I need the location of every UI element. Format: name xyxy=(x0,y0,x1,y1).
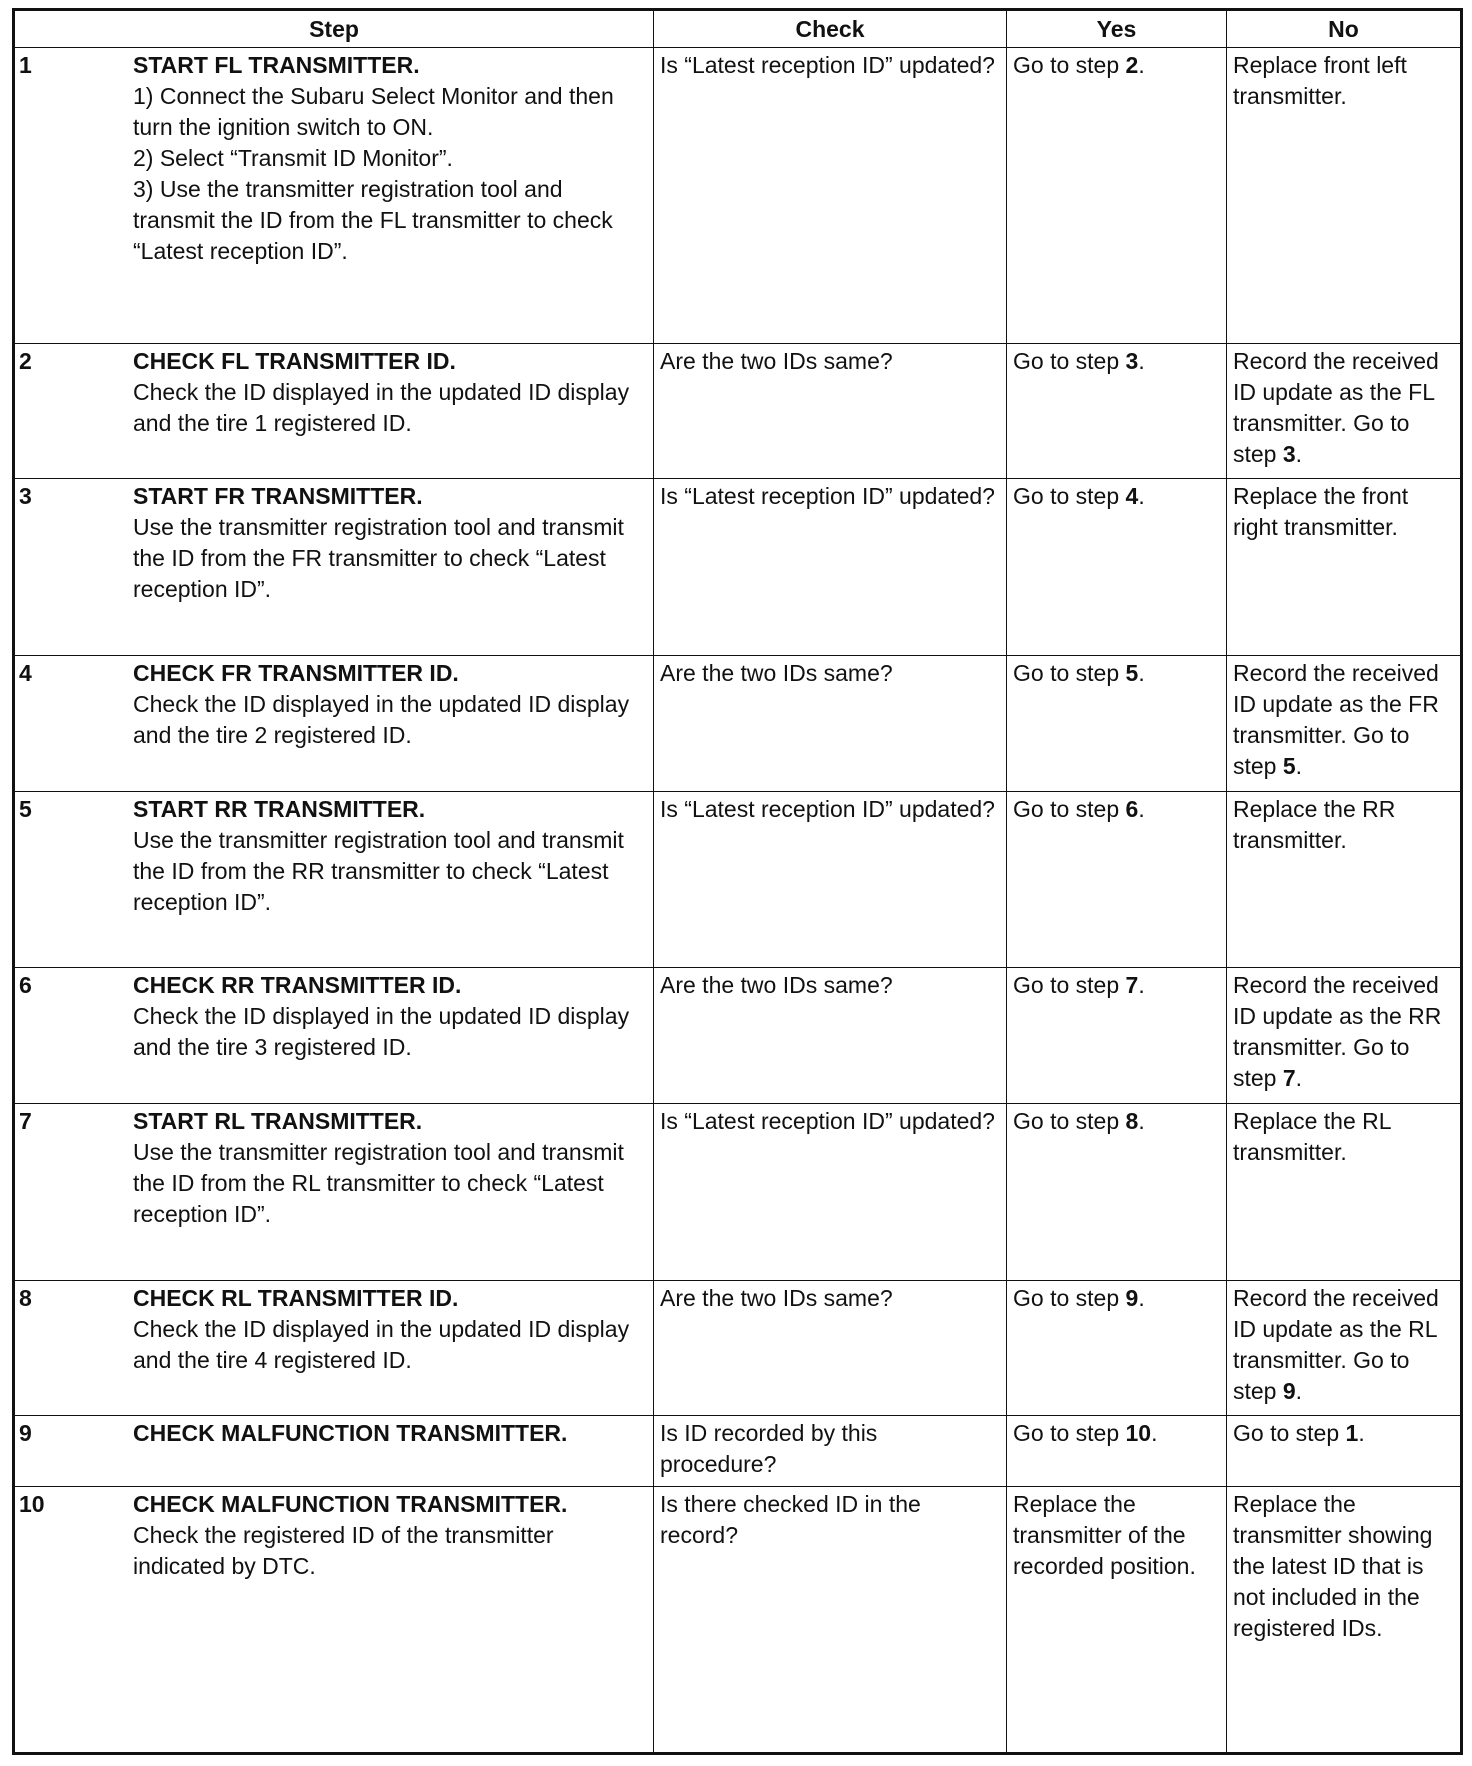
no-cell-text: Replace front left transmitter. xyxy=(1233,52,1407,109)
step-number: 6 xyxy=(19,972,32,999)
diagnostic-procedure-table xyxy=(12,8,1463,1755)
yes-cell-text: Go to step 9. xyxy=(1013,1284,1145,1311)
no-cell xyxy=(1227,1280,1462,1416)
step-title: START RL TRANSMITTER. xyxy=(133,1107,423,1134)
check-cell xyxy=(654,343,1007,479)
step-cell xyxy=(14,655,654,791)
table-row xyxy=(14,479,1462,656)
step-number: 4 xyxy=(19,659,32,686)
no-cell xyxy=(1227,48,1462,344)
check-cell-text: Is “Latest reception ID” updated? xyxy=(660,483,995,510)
check-cell xyxy=(654,1280,1007,1416)
no-cell xyxy=(1227,968,1462,1104)
no-cell-text: Replace the RL transmitter. xyxy=(1233,1107,1391,1165)
step-cell xyxy=(14,791,654,968)
step-number: 9 xyxy=(19,1420,32,1447)
step-number: 8 xyxy=(19,1284,32,1311)
step-number: 10 xyxy=(19,1490,45,1517)
step-cell xyxy=(14,48,654,344)
no-cell-text: Replace the transmitter showing the latest ID that is not included in the registered IDs. xyxy=(1233,1490,1433,1641)
step-instruction: 2) Select “Transmit ID Monitor”. xyxy=(133,145,453,171)
no-cell-text: Record the received ID update as the RL transmitter. Go to step 9. xyxy=(1233,1284,1439,1404)
yes-cell xyxy=(1007,1486,1227,1753)
step-number: 1 xyxy=(19,52,32,78)
step-instruction: Use the transmitter registration tool and transmit the ID from the RL transmitter to check “Latest reception ID”. xyxy=(133,1138,624,1227)
check-cell xyxy=(654,1486,1007,1753)
header-yes: Yes xyxy=(1007,10,1227,48)
step-number: 2 xyxy=(19,347,32,374)
yes-cell xyxy=(1007,479,1227,656)
check-cell-text: Are the two IDs same? xyxy=(660,347,893,374)
yes-cell xyxy=(1007,1416,1227,1486)
table-row xyxy=(14,791,1462,968)
yes-cell-text: Go to step 7. xyxy=(1013,972,1145,999)
yes-cell xyxy=(1007,48,1227,344)
check-cell xyxy=(654,791,1007,968)
no-cell xyxy=(1227,791,1462,968)
step-instruction: Check the registered ID of the transmitter indicated by DTC. xyxy=(133,1521,554,1579)
yes-cell xyxy=(1007,343,1227,479)
no-cell-text: Go to step 1. xyxy=(1233,1420,1365,1447)
check-cell xyxy=(654,655,1007,791)
check-cell xyxy=(654,968,1007,1104)
step-title: CHECK MALFUNCTION TRANSMITTER. xyxy=(133,1420,568,1447)
step-instruction: Check the ID displayed in the updated ID display and the tire 1 registered ID. xyxy=(133,378,630,436)
header-row xyxy=(14,10,1462,48)
check-cell-text: Is ID recorded by this procedure? xyxy=(660,1420,878,1478)
table-row xyxy=(14,48,1462,344)
header-step: Step xyxy=(14,10,654,48)
step-title: CHECK MALFUNCTION TRANSMITTER. xyxy=(133,1490,568,1517)
step-title: START FR TRANSMITTER. xyxy=(133,483,423,510)
no-cell-text: Record the received ID update as the RR transmitter. Go to step 7. xyxy=(1233,972,1442,1092)
check-cell xyxy=(654,1416,1007,1486)
step-cell xyxy=(14,343,654,479)
yes-cell xyxy=(1007,655,1227,791)
check-cell xyxy=(654,1103,1007,1280)
yes-cell xyxy=(1007,968,1227,1104)
no-cell xyxy=(1227,343,1462,479)
yes-cell xyxy=(1007,1103,1227,1280)
check-cell-text: Is there checked ID in the record? xyxy=(660,1490,921,1548)
step-instruction: Check the ID displayed in the updated ID display and the tire 2 registered ID. xyxy=(133,690,630,748)
header-no: No xyxy=(1227,10,1462,48)
check-cell xyxy=(654,48,1007,344)
step-title: CHECK FL TRANSMITTER ID. xyxy=(133,347,456,374)
step-title: CHECK RL TRANSMITTER ID. xyxy=(133,1284,459,1311)
check-cell-text: Are the two IDs same? xyxy=(660,659,893,686)
table-row xyxy=(14,655,1462,791)
step-cell xyxy=(14,1486,654,1753)
yes-cell-text: Go to step 4. xyxy=(1013,483,1145,510)
step-cell xyxy=(14,479,654,656)
table-row xyxy=(14,1486,1462,1753)
yes-cell-text: Go to step 6. xyxy=(1013,795,1145,822)
step-title: START RR TRANSMITTER. xyxy=(133,795,426,822)
header-check: Check xyxy=(654,10,1007,48)
step-instruction: 1) Connect the Subaru Select Monitor and then turn the ignition switch to ON. xyxy=(133,83,614,140)
step-title: START FL TRANSMITTER. xyxy=(133,52,420,78)
yes-cell-text: Go to step 3. xyxy=(1013,347,1145,374)
step-instruction: Check the ID displayed in the updated ID display and the tire 3 registered ID. xyxy=(133,1003,630,1061)
step-title: CHECK RR TRANSMITTER ID. xyxy=(133,972,462,999)
check-cell-text: Is “Latest reception ID” updated? xyxy=(660,795,995,822)
step-number: 7 xyxy=(19,1107,32,1134)
no-cell-text: Record the received ID update as the FR transmitter. Go to step 5. xyxy=(1233,659,1439,779)
yes-cell-text: Go to step 8. xyxy=(1013,1107,1145,1134)
no-cell xyxy=(1227,655,1462,791)
check-cell-text: Is “Latest reception ID” updated? xyxy=(660,1107,995,1134)
step-number: 5 xyxy=(19,795,32,822)
step-cell xyxy=(14,1416,654,1486)
step-number: 3 xyxy=(19,483,32,510)
check-cell xyxy=(654,479,1007,656)
yes-cell xyxy=(1007,1280,1227,1416)
check-cell-text: Are the two IDs same? xyxy=(660,972,893,999)
table-row xyxy=(14,968,1462,1104)
no-cell-text: Record the received ID update as the FL transmitter. Go to step 3. xyxy=(1233,347,1439,467)
step-instruction: Check the ID displayed in the updated ID display and the tire 4 registered ID. xyxy=(133,1315,630,1373)
no-cell-text: Replace the RR transmitter. xyxy=(1233,795,1396,853)
no-cell-text: Replace the front right transmitter. xyxy=(1233,483,1409,541)
table-row xyxy=(14,1280,1462,1416)
table-row xyxy=(14,343,1462,479)
yes-cell-text: Replace the transmitter of the recorded position. xyxy=(1013,1490,1196,1579)
table-row xyxy=(14,1103,1462,1280)
no-cell xyxy=(1227,1416,1462,1486)
step-title: CHECK FR TRANSMITTER ID. xyxy=(133,659,459,686)
yes-cell xyxy=(1007,791,1227,968)
step-instruction: Use the transmitter registration tool and transmit the ID from the FR transmitter to check “Latest reception ID”. xyxy=(133,514,624,603)
step-cell xyxy=(14,1280,654,1416)
check-cell-text: Is “Latest reception ID” updated? xyxy=(660,52,995,78)
yes-cell-text: Go to step 2. xyxy=(1013,52,1145,78)
step-instruction: 3) Use the transmitter registration tool and transmit the ID from the FL transmitter to check “Latest reception ID”. xyxy=(133,176,613,264)
step-cell xyxy=(14,968,654,1104)
no-cell xyxy=(1227,479,1462,656)
yes-cell-text: Go to step 10. xyxy=(1013,1420,1158,1447)
step-cell xyxy=(14,1103,654,1280)
step-instruction: Use the transmitter registration tool and transmit the ID from the RR transmitter to check “Latest reception ID”. xyxy=(133,826,624,915)
no-cell xyxy=(1227,1103,1462,1280)
yes-cell-text: Go to step 5. xyxy=(1013,659,1145,686)
check-cell-text: Are the two IDs same? xyxy=(660,1284,893,1311)
no-cell xyxy=(1227,1486,1462,1753)
table-row xyxy=(14,1416,1462,1486)
